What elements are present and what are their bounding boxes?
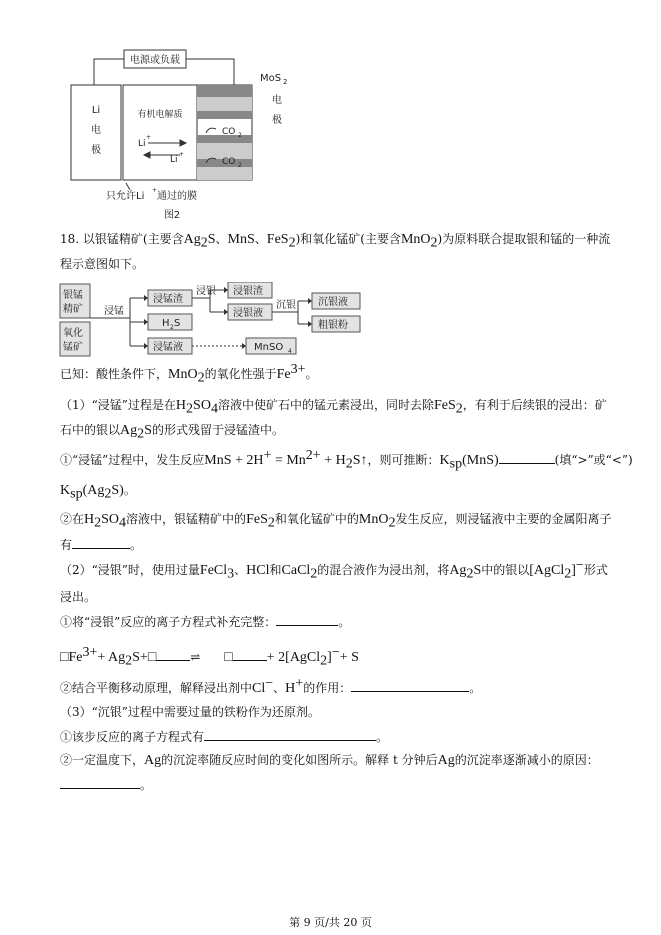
li-electrode-dian: 电: [91, 125, 101, 136]
box-h2s-s: S: [174, 318, 181, 329]
li-electrode-label: Li: [91, 105, 101, 116]
membrane-label: 只允许Li: [106, 191, 145, 202]
box-yanghua: 氧化: [63, 328, 83, 339]
li-ion-left-charge: +: [179, 151, 185, 158]
battery-figure: [60, 45, 300, 225]
blank-ksp-compare[interactable]: [499, 451, 555, 464]
equation-line: $□Fe^{3+}+$ $Ag_2S+□$ ⇌ □ + 2[AgCl$_2$]−+ S: [60, 645, 359, 669]
li-ion-left: Li: [170, 155, 178, 165]
label-chenyin: 沉银: [276, 300, 296, 311]
box-h2s-sub: 2: [170, 324, 174, 331]
mos2-label: MoS: [260, 73, 282, 84]
p3-line: （3）“沉银”过程中需要过量的铁粉作为还原剂。: [60, 705, 320, 719]
co2-label-bottom: CO: [222, 157, 236, 167]
mos2-electrode-dian: 电: [272, 95, 282, 106]
li-electrode-ji: 极: [91, 145, 101, 156]
blank-reason[interactable]: [60, 776, 140, 789]
co2-label-top-sub: 2: [238, 132, 242, 139]
label-jinmeng: 浸锰: [104, 306, 124, 317]
p3-2-line2: 。: [60, 776, 152, 793]
box-chenyin-ye: 沉银液: [318, 297, 348, 308]
page-footer: 第 9 页/共 20 页: [289, 916, 372, 929]
p2-2-line: ②结合平衡移动原理，解释浸出剂中Cl−、H+的作用： 。: [60, 676, 482, 696]
p1-2-line2: 有 。: [60, 538, 143, 552]
membrane-label-charge: +: [152, 187, 158, 194]
p3-1-line: ①该步反应的离子方程式有 。: [60, 730, 389, 744]
p1-line2: 石中的银以$Ag_2S$的形式残留于浸锰渣中。: [60, 423, 284, 442]
co2-label-top: CO: [222, 127, 236, 137]
blank-cations[interactable]: [72, 536, 130, 549]
p2-1-line: ①将“浸银”反应的离子方程式补充完整： 。: [60, 615, 351, 629]
box-jinyin-ye: 浸银液: [233, 308, 263, 319]
box-mnso4: MnSO: [254, 342, 284, 353]
co2-label-bottom-sub: 2: [238, 162, 242, 169]
blank-equation[interactable]: [276, 613, 338, 626]
box-mengkuang: 锰矿: [63, 342, 83, 353]
known-line: 已知：酸性条件下，MnO$_2$的氧化性强于$Fe^{3+}$。: [60, 362, 318, 386]
mos2-label-sub: 2: [283, 78, 288, 86]
q18-line2: 程示意图如下。: [60, 257, 145, 271]
p1-1-line1: ①“浸锰”过程中，发生反应MnS + $2H^+ = Mn^{2+}$ + $H_2S↑$，则可推断：$K_{sp}(MnS)$ (填“>”或“<”): [60, 448, 633, 472]
p2-line1: （2）“浸银”时，使用过量FeCl$_3$、HCl和CaCl$_2$的混合液作为浸出剂，将$Ag_2S$中的银以[AgCl$_2$]−形式: [60, 558, 608, 582]
box-jinyin-zha: 浸银渣: [233, 286, 263, 297]
box-jingkuang: 精矿: [63, 304, 83, 315]
box-mnso4-sub: 4: [288, 348, 292, 355]
blank-product[interactable]: [233, 648, 267, 661]
equilibrium-arrow: ⇌: [190, 650, 201, 664]
p1-line1: （1）“浸锰”过程是在$H_2SO_4$溶液中使矿石中的锰元素浸出，同时去除FeS$_2$，有利于后续银的浸出：矿: [60, 398, 607, 417]
p3-2-line1: ②一定温度下，Ag的沉淀率随反应时间的变化如图所示。解释 t 分钟后Ag的沉淀率逐渐减小的原因：: [60, 753, 599, 768]
blank-ion-role[interactable]: [351, 679, 469, 692]
p1-1-line2: $K_{sp}(Ag_2S)$。: [60, 483, 136, 502]
blank-iron-equation[interactable]: [204, 728, 376, 741]
box-yinmeng: 银锰: [63, 290, 83, 301]
blank-reactant[interactable]: [156, 648, 190, 661]
li-ion-right: Li: [138, 139, 146, 149]
p1-2-line1: ②在$H_2SO_4$溶液中，银锰精矿中的FeS$_2$和氧化锰矿中的MnO$_2$发生反应，则浸锰液中主要的金属阳离子: [60, 512, 612, 531]
q18-line1: 18. 以银锰精矿(主要含$Ag_2S$、MnS、FeS$_2$)和氧化锰矿(主要含MnO$_2$)为原料联合提取银和锰的一种流: [60, 232, 611, 251]
power-label: 电源或负载: [130, 55, 180, 66]
li-ion-right-charge: +: [146, 134, 152, 141]
box-jinmeng-ye: 浸锰液: [153, 342, 183, 353]
label-jinyin: 浸银: [196, 286, 216, 297]
box-jinmeng-zha: 浸锰渣: [153, 294, 183, 305]
box-cuyin: 粗银粉: [318, 320, 348, 331]
figure-caption: 图2: [163, 210, 181, 221]
membrane-label-tail: 通过的膜: [157, 191, 197, 202]
electrolyte-label: 有机电解质: [137, 110, 183, 120]
box-h2s: H: [162, 318, 170, 329]
p2-line2: 浸出。: [60, 590, 97, 604]
flow-chart: [58, 282, 368, 360]
mos2-electrode-ji: 极: [272, 115, 282, 126]
